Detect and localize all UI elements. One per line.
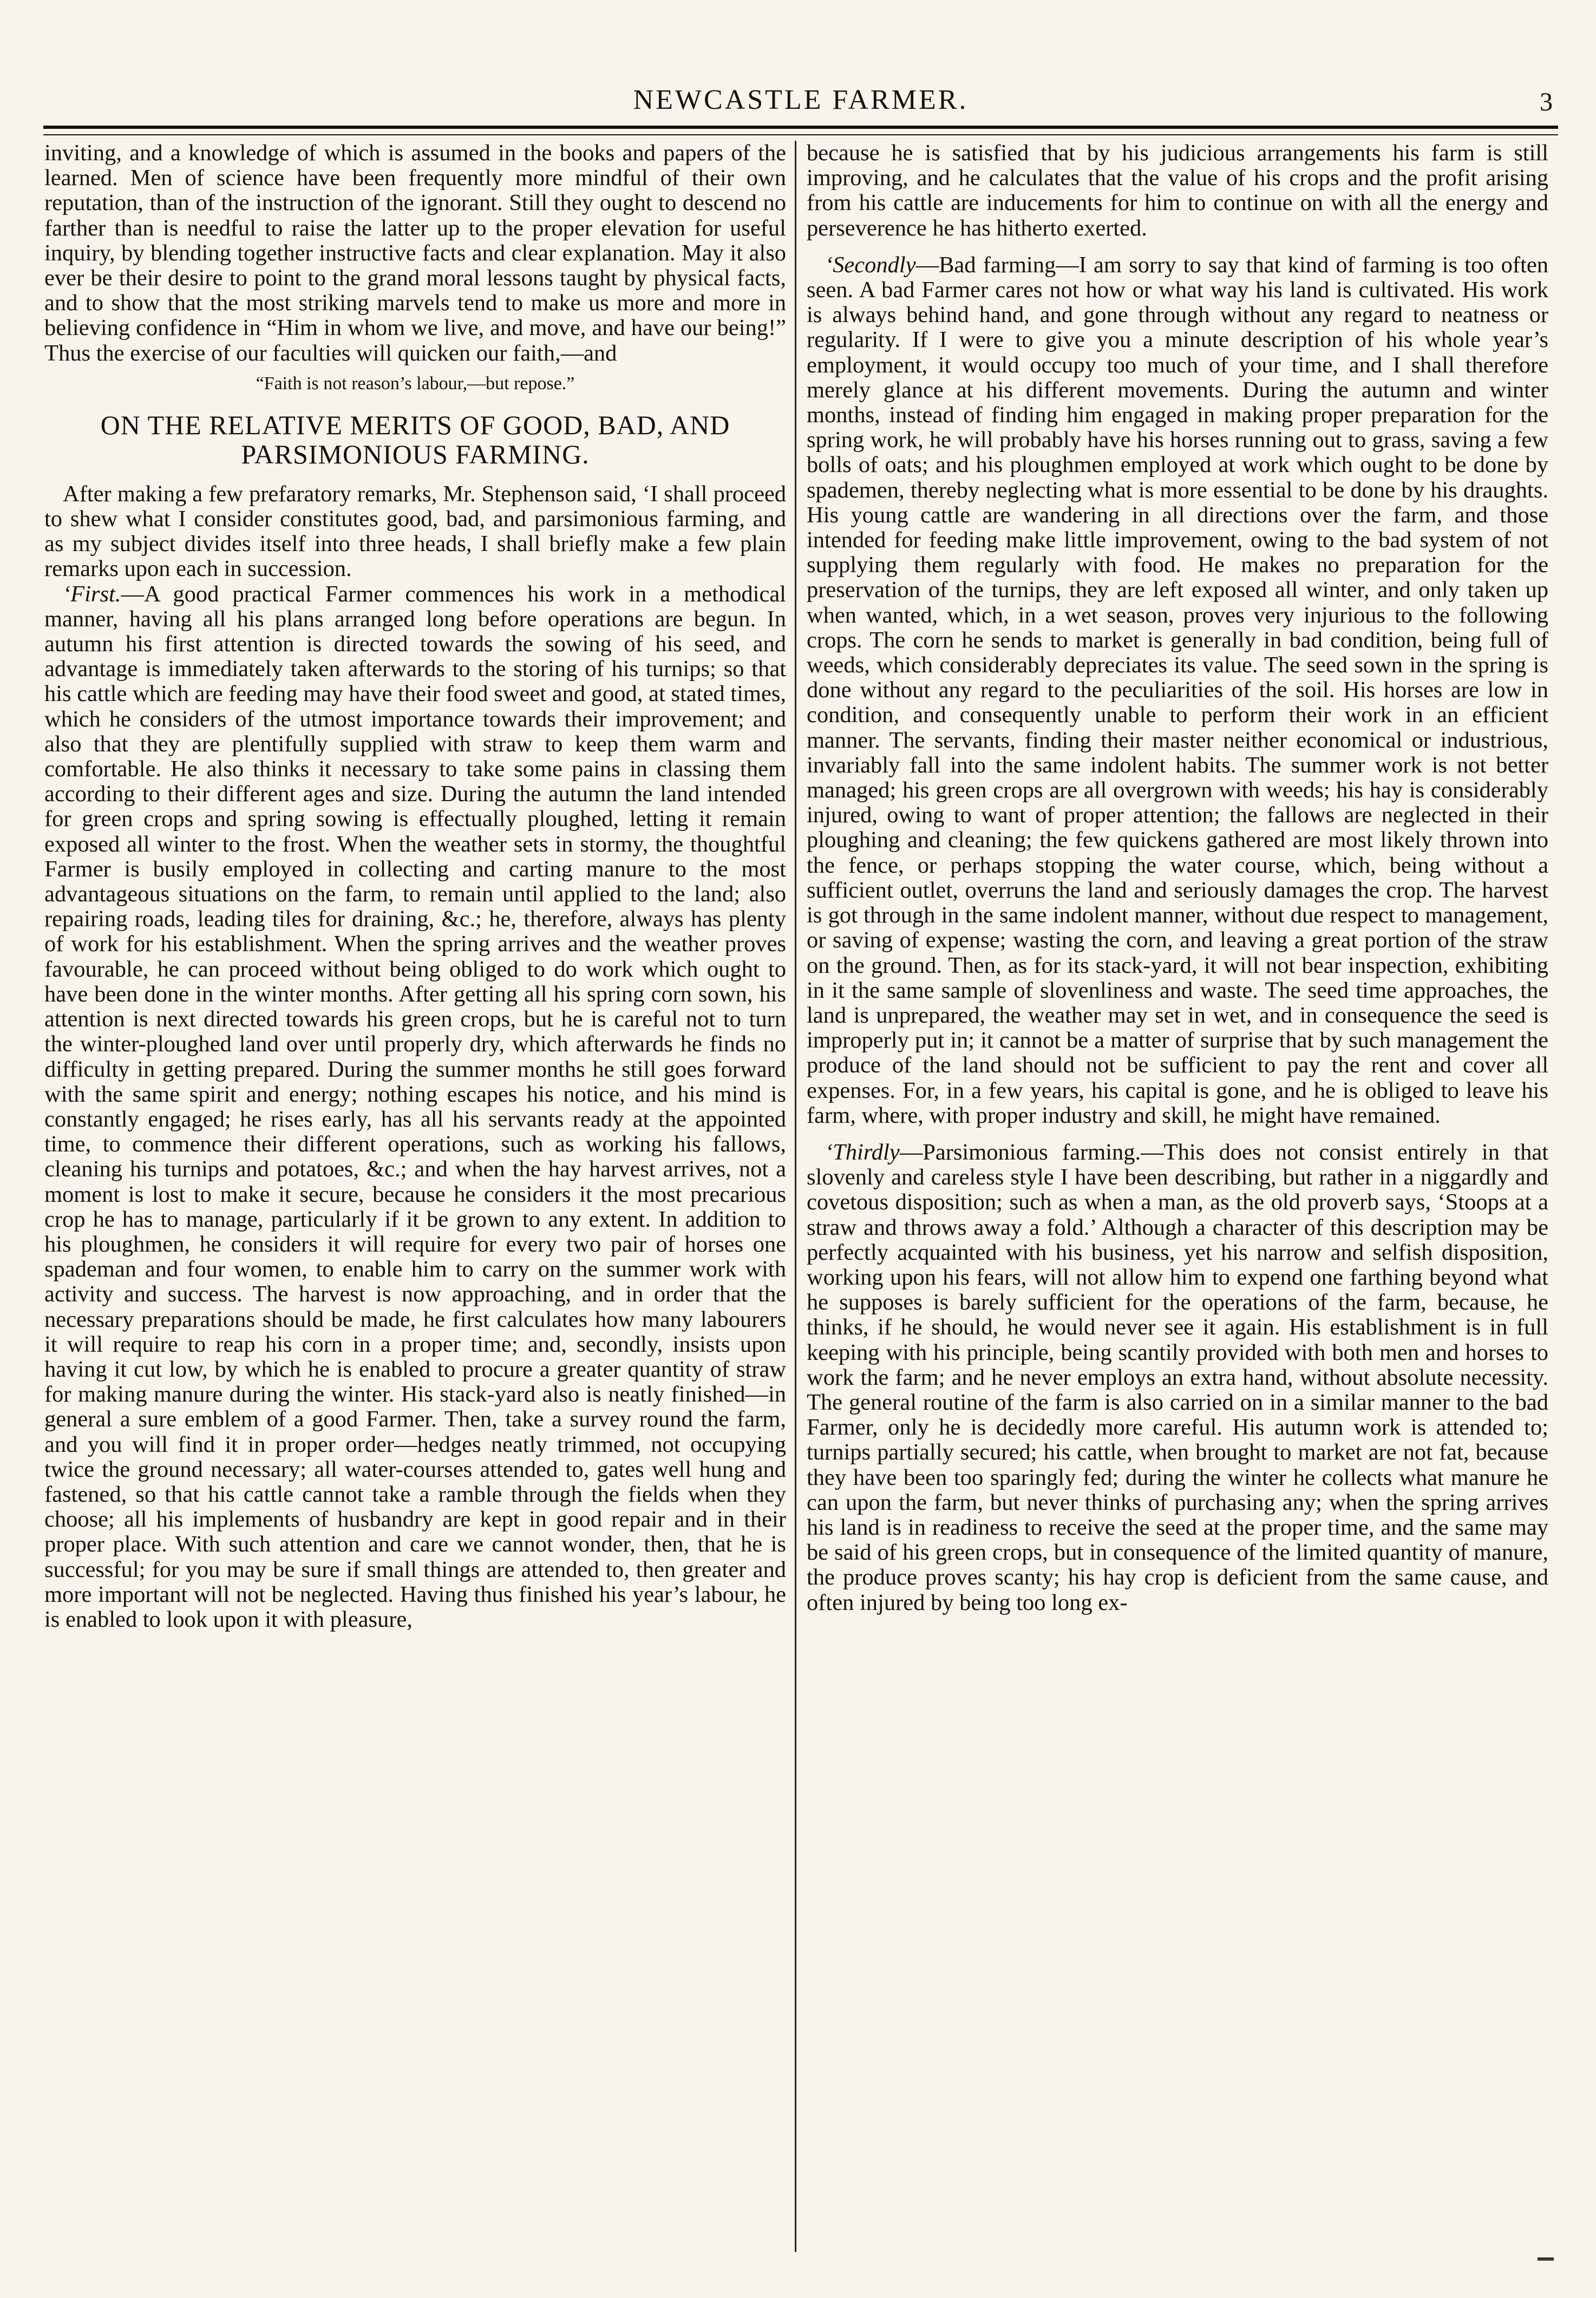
ink-mark (1538, 2257, 1554, 2261)
intro-paragraph: inviting, and a knowledge of which is assumed in the books and papers of the learned. Men of science have been frequently more mindful of their own reputation, than of the instruction of the ignorant. Still they ought to descend no farther than is needful to raise the latter up to the proper elevation for useful inquiry, by blending together instructive facts and clear explanation. May it also ever be their desire to point to the grand moral lessons taught by physical facts, and to show that the most striking marvels tend to make us more and more in believing confidence in “Him in whom we live, and move, and have our being!” Thus the exercise of our faculties will quicken our faith,—and (44, 141, 786, 366)
left-column (44, 141, 786, 2274)
second-section-paragraph (807, 253, 1548, 1128)
column-divider (795, 141, 796, 2252)
third-section-paragraph (807, 1140, 1548, 1615)
article-title: ON THE RELATIVE MERITS OF GOOD, BAD, AND PARSIMONIOUS FARMING. (100, 409, 730, 469)
first-section-lead: ‘First. (63, 581, 121, 607)
first-section-paragraph (44, 582, 786, 1633)
right-column (807, 141, 1548, 2274)
page-number: 3 (1540, 88, 1553, 116)
second-section-text: —Bad farming—I am sorry to say that kind of farming is too often seen. A bad Farmer cares not how or what way his land is cultivated. His work is always behind hand, and gone through without any regard to neatness or regularity. If I were to give you a minute description of his whole year’s employment, it would occupy too much of your time, and I shall therefore merely glance at his different movements. During the autumn and winter months, instead of finding him engaged in making proper preparation for the spring work, he will probably have his horses running out to grass, saving a few bolls of oats; and his ploughmen employed at work which ought to be done by spademen, thereby neglecting what is more essential to be done by his draughts. His young cattle are wandering in all directions over the farm, and those intended for feeding make little improvement, owing to the bad system of not supplying them regularly with food. He makes no preparation for the preservation of the turnips, they are left exposed all winter, and only taken up when wanted, which, in a wet season, proves very injurious to the following crops. The corn he sends to market is generally in bad condition, being full of weeds, which considerably depreciates its value. The seed sown in the spring is done without any regard to the peculiarities of the soil. His horses are low in condition, and consequently unable to perform their work in an efficient manner. The servants, finding their master neither economical or industrious, invariably fall into the same indolent habits. The summer work is not better managed; his green crops are all overgrown with weeds; his hay is considerably injured, owing to want of proper attention; the fallows are neglected in their ploughing and cleaning; the few quickens gathered are most likely thrown into the fence, or perhaps stopping the water course, which, being without a sufficient outlet, overruns the land and seriously damages the crop. The harvest is got through in the same indolent manner, without due respect to management, or saving of expense; wasting the corn, and leaving a great portion of the straw on the ground. Then, as for its stack-yard, it will not bear inspection, exhibiting in it the same sample of slovenliness and waste. The seed time approaches, the land is unprepared, the weather may set in wet, and in consequence the seed is improperly put in; it cannot be a matter of surprise that by such management the produce of the land should not be sufficient to pay the rent and cover all expenses. For, in a few years, his capital is gone, and he is obliged to leave his farm, where, with proper industry and skill, he might have remained. (807, 252, 1548, 1128)
continuation-paragraph: because he is satisfied that by his judicious arrangements his farm is still improving, and he calculates that the value of his crops and the profit arising from his cattle are inducements for him to continue on with all the energy and perseverence he has hitherto exerted. (807, 141, 1548, 241)
header-rule (43, 126, 1558, 135)
third-section-lead: ‘Thirdly (825, 1139, 900, 1165)
first-section-text: —A good practical Farmer commences his work in a methodical manner, having all his plans arranged long before operations are begun. In autumn his first attention is directed towards the sowing of his seed, and advantage is immediately taken afterwards to the storing of his turnips; so that his cattle which are feeding may have their food sweet and good, at stated times, which he considers of the utmost importance towards their improvement; and also that they are plentifully supplied with straw to keep them warm and comfortable. He also thinks it necessary to take some pains in classing them according to their different ages and size. During the autumn the land intended for green crops and spring sowing is effectually ploughed, letting it remain exposed all winter to the frost. When the weather sets in stormy, the thoughtful Farmer is busily employed in collecting and carting manure to the most advantageous situations on the farm, to remain until applied to the land; also repairing roads, leading tiles for draining, &c.; he, therefore, always has plenty of work for his establishment. When the spring arrives and the weather proves favourable, he can proceed without being obliged to do work which ought to have been done in the winter months. After getting all his spring corn sown, his attention is next directed towards his green crops, but he is careful not to turn the winter-ploughed land over until properly dry, which afterwards he finds no difficulty in getting prepared. During the summer months he still goes forward with the same spirit and energy; nothing escapes his notice, and his mind is constantly engaged; he rises early, has all his servants ready at the appointed time, to commence their different operations, such as working his fallows, cleaning his turnips and potatoes, &c.; and when the hay harvest arrives, not a moment is lost to make it secure, because he considers it the most precarious crop he has to manage, particularly if it be grown to any extent. In addition to his ploughmen, he considers it will require for every two pair of horses one spademan and four women, to enable him to carry on the summer work with activity and success. The harvest is now approaching, and in order that the necessary preparations should be made, he first calculates how many labourers it will require to reap his corn in a proper time; and, secondly, insists upon having it cut low, by which he is enabled to procure a greater quantity of straw for making manure during the winter. His stack-yard also is neatly finished—in general a sure emblem of a good Farmer. Then, take a survey round the farm, and you will find it in proper order—hedges neatly trimmed, not occupying twice the ground necessary; all water-courses attended to, gates well hung and fastened, so that his cattle cannot take a ramble through the fields when they choose; all his implements of husbandry are kept in good repair and in their proper place. With such attention and care we cannot wonder, then, that he is successful; for you may be sure if small things are attended to, then greater and more important will not be neglected. Having thus finished his year’s labour, he is enabled to look upon it with pleasure, (44, 581, 786, 1632)
masthead-title: NEWCASTLE FARMER. (633, 84, 969, 115)
page-header (43, 81, 1558, 125)
opening-paragraph: After making a few prefaratory remarks, Mr. Stephenson said, ‘I shall proceed to shew what I consider constitutes good, bad, and parsimonious farming, and as my subject divides itself into three heads, I shall briefly make a few plain remarks upon each in succession. (44, 481, 786, 582)
section-gap (807, 241, 1548, 253)
second-section-lead: ‘Secondly (825, 252, 916, 278)
pull-quote: “Faith is not reason’s labour,—but repose.” (256, 373, 575, 394)
third-section-text: —Parsimonious farming.—This does not consist entirely in that slovenly and careless style I have been describing, but rather in a niggardly and covetous disposition; such as when a man, as the old proverb says, ‘Stoops at a straw and throws away a fold.’ Although a character of this description may be perfectly acquainted with his business, yet his narrow and selfish disposition, working upon his fears, will not allow him to expend one farthing beyond what he supposes is barely sufficient for the operations of the farm, because, he thinks, if he should, he would never see it again. His establishment is in full keeping with his principle, being scantily provided with both men and horses to work the farm; and he never employs an extra hand, without absolute necessity. The general routine of the farm is also carried on in a similar manner to the bad Farmer, only he is decidedly more careful. His autumn work is attended to; turnips partially secured; his cattle, when brought to market are not fat, because they have been too sparingly fed; during the winter he collects what manure he can upon the farm, but never thinks of purchasing any; when the spring arrives his land is in readiness to receive the seed at the proper time, and the same may be said of his green crops, but in consequence of the limited quantity of manure, the produce proves scanty; his hay crop is deficient from the same cause, and often injured by being too long ex- (807, 1139, 1548, 1615)
section-gap (807, 1128, 1548, 1140)
